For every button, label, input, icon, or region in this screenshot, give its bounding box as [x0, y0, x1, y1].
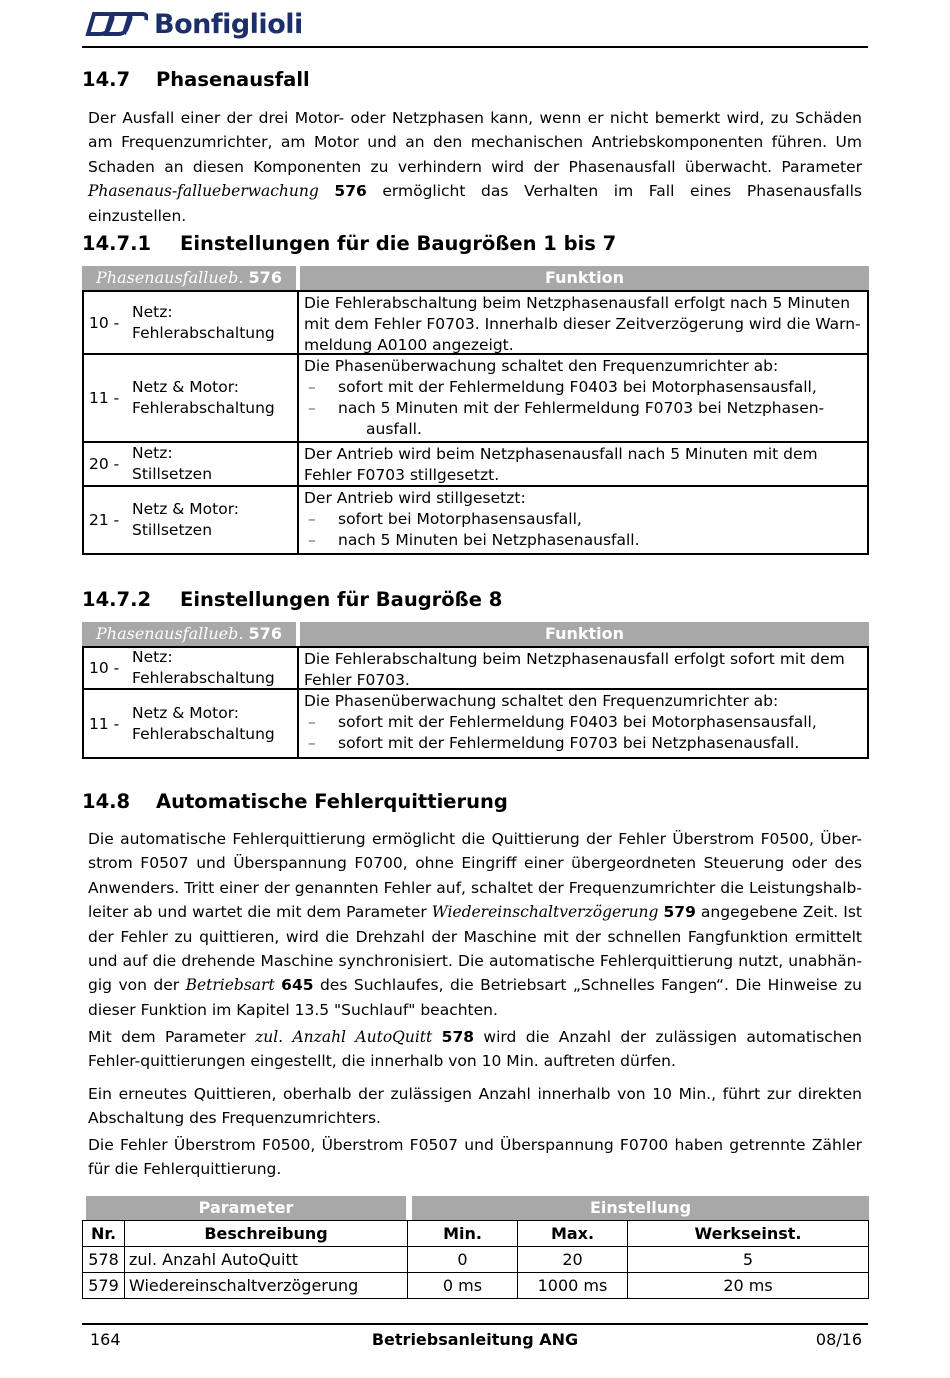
page-header	[82, 8, 868, 48]
row-text: Die Phasenüberwachung schaltet den Frequenzumrichter ab:	[304, 357, 779, 375]
group-setting: Einstellung	[412, 1196, 869, 1220]
param-name: Wiedereinschaltverzögerung	[431, 903, 659, 922]
page-footer	[82, 1323, 868, 1353]
row-value: 10 -	[89, 313, 120, 332]
text-run: Der Ausfall einer der drei Motor- oder Netzphasen kann, wenn er nicht bemerkt wird, zu Schäden am Frequenzumrichter, am Motor und an den mechanischen Antriebskomponenten führen. Um Schaden an diesen Komponenten zu verhindern wird der Phasenausfall überwacht. Parameter	[88, 109, 862, 176]
row-description	[299, 487, 867, 553]
table-phasenausfall-bg1-7	[82, 266, 869, 555]
column-header: Werkseinst.	[628, 1221, 869, 1247]
row-description: Die Fehlerabschaltung beim Netzphasenausfall erfolgt nach 5 Minuten mit dem Fehler F0703. Innerhalb dieser Zeitverzögerung wird die Warn-meldung A0100 angezeigt.	[304, 294, 861, 354]
paragraph-fehlerquittierung-4: Die Fehler Überstrom F0500, Überstrom F0507 und Überspannung F0700 haben getrennte Zähler für die Fehlerquittierung.	[88, 1136, 862, 1179]
row-label: Fehlerabschaltung	[132, 724, 275, 743]
row-label: Fehlerabschaltung	[132, 323, 275, 342]
section-title: Einstellungen für Baugröße 8	[180, 588, 503, 611]
text-run: angegebene Zeit. Ist der Fehler zu quittieren, wird die Drehzahl der Maschine mit der schnellen Fangfunktion ermittelt und auf die drehende Maschine synchronisiert. Die automatische Fehlerquittierung nutzt, unabhän-gig von der	[88, 903, 862, 995]
header-param	[82, 622, 296, 646]
bullet-item: – sofort mit der Fehlermeldung F0703 bei Netzphasenausfall.	[304, 733, 863, 754]
cell-max: 20	[518, 1247, 628, 1273]
row-description: Der Antrieb wird beim Netzphasenausfall nach 5 Minuten mit dem Fehler F0703 stillgesetzt.	[304, 445, 818, 484]
cell-description: zul. Anzahl AutoQuitt	[125, 1247, 408, 1273]
param-name: Betriebsart	[185, 976, 275, 995]
table-header	[82, 266, 869, 290]
header-param-number: 576	[248, 268, 282, 287]
row-label: Stillsetzen	[132, 465, 213, 483]
row-text: Der Antrieb wird stillgesetzt:	[304, 489, 526, 507]
document-date: 08/16	[815, 1330, 862, 1349]
row-description: Die Fehlerabschaltung beim Netzphasenausfall erfolgt sofort mit dem Fehler F0703.	[304, 650, 845, 689]
cell-nr: 578	[83, 1247, 125, 1273]
table-row	[82, 443, 869, 487]
row-description	[299, 690, 867, 757]
text-run: ermöglicht das Verhalten im Fall eines Phasenausfalls einzustellen.	[88, 182, 862, 225]
param-number: 645	[281, 976, 314, 995]
cell-min: 0 ms	[408, 1273, 518, 1299]
table-row	[83, 1273, 869, 1299]
row-value: 21 -	[89, 511, 120, 529]
table-header-row	[83, 1221, 869, 1247]
text-run: Mit dem Parameter	[88, 1028, 256, 1046]
cell-default: 5	[628, 1247, 869, 1273]
document-title: Betriebsanleitung ANG	[371, 1330, 579, 1349]
row-value: 10 -	[89, 659, 120, 677]
section-number: 14.7	[82, 68, 131, 91]
page-number: 164	[90, 1330, 121, 1349]
param-number: 579	[663, 903, 696, 922]
row-label: Stillsetzen	[132, 521, 213, 539]
paragraph-fehlerquittierung-2	[88, 1025, 862, 1074]
row-label: Netz & Motor:	[132, 378, 240, 396]
group-parameter: Parameter	[86, 1196, 406, 1220]
table-header	[82, 622, 869, 646]
bullet-item: – nach 5 Minuten mit der Fehlermeldung F0703 bei Netzphasen-	[304, 398, 863, 419]
header-function: Funktion	[300, 266, 869, 290]
param-name: Phasenaus-fallueberwachung	[88, 182, 319, 201]
cell-nr: 579	[83, 1273, 125, 1299]
row-label: Netz & Motor:	[132, 500, 240, 518]
bullet-item: – nach 5 Minuten bei Netzphasenausfall.	[304, 530, 863, 551]
paragraph-fehlerquittierung-3: Ein erneutes Quittieren, oberhalb der zulässigen Anzahl innerhalb von 10 Min., führt zur direkten Abschaltung des Frequenzumrichters.	[88, 1085, 862, 1128]
column-header: Nr.	[83, 1221, 125, 1247]
param-number: 576	[334, 182, 367, 201]
paragraph-phasenausfall	[88, 106, 862, 228]
row-label: Fehlerabschaltung	[132, 399, 275, 417]
table-row	[82, 290, 869, 355]
header-param-name: Phasenausfallueb.	[96, 624, 244, 643]
column-header: Beschreibung	[125, 1221, 408, 1247]
cell-description: Wiedereinschaltverzögerung	[125, 1273, 408, 1299]
row-label: Netz & Motor:	[132, 703, 240, 722]
section-number: 14.8	[82, 790, 131, 813]
section-heading-14-7-2	[82, 588, 502, 611]
row-label: Netz:	[132, 302, 173, 321]
text-run: Die automatische Fehlerquittierung ermöglicht die Quittierung der Fehler Überstrom F0500, Über-strom F0507 und Überspannung F0700, ohne Eingriff einer übergeordneten Steuerung oder des Anwenders. Tritt einer der genannten Fehler auf, schaltet der Frequenzumrichter die Leistungshalb-leiter ab und wartet die mit dem Parameter	[88, 830, 862, 922]
section-heading-14-7-1	[82, 232, 616, 255]
header-param	[82, 266, 296, 290]
brand-logo	[82, 8, 303, 40]
section-heading-14-8	[82, 790, 508, 813]
row-description	[299, 355, 867, 441]
table-row	[82, 690, 869, 759]
section-number: 14.7.1	[82, 232, 152, 255]
header-param-name: Phasenausfallueb.	[96, 268, 244, 287]
row-label: Netz:	[132, 444, 173, 462]
table-row	[82, 355, 869, 443]
bullet-item: – sofort bei Motorphasensausfall,	[304, 509, 863, 530]
header-param-number: 576	[248, 624, 282, 643]
paragraph-fehlerquittierung-1	[88, 827, 862, 1022]
parameter-grid	[82, 1220, 869, 1299]
param-name: zul. Anzahl AutoQuitt	[255, 1028, 433, 1046]
section-title: Automatische Fehlerquittierung	[156, 790, 508, 813]
section-title: Einstellungen für die Baugrößen 1 bis 7	[180, 232, 617, 255]
row-value: 11 -	[89, 714, 120, 733]
cell-max: 1000 ms	[518, 1273, 628, 1299]
row-label: Fehlerabschaltung	[132, 669, 275, 687]
bonfiglioli-logo-icon	[82, 8, 148, 40]
bullet-item: – sofort mit der Fehlermeldung F0403 bei Motorphasensausfall,	[304, 712, 863, 733]
header-function: Funktion	[300, 622, 869, 646]
table-row	[82, 487, 869, 555]
row-value: 11 -	[89, 389, 120, 407]
text-run: wird die Anzahl der zulässigen automatischen Fehler-quittierungen eingestellt, die innerhalb von 10 Min. auftreten dürfen.	[88, 1028, 862, 1071]
section-number: 14.7.2	[82, 588, 152, 611]
section-title: Phasenausfall	[156, 68, 310, 91]
bullet-item: – sofort mit der Fehlermeldung F0403 bei Motorphasensausfall,	[304, 377, 863, 398]
table-row	[82, 646, 869, 690]
brand-name: Bonfiglioli	[154, 8, 303, 40]
parameter-table-group-header	[82, 1196, 869, 1220]
row-text: Die Phasenüberwachung schaltet den Frequenzumrichter ab:	[304, 692, 779, 710]
row-label: Netz:	[132, 648, 173, 666]
section-heading-14-7	[82, 68, 310, 91]
cell-min: 0	[408, 1247, 518, 1273]
param-number: 578	[441, 1028, 475, 1046]
table-row	[83, 1247, 869, 1273]
bullet-continuation: ausfall.	[366, 420, 422, 438]
column-header: Min.	[408, 1221, 518, 1247]
table-phasenausfall-bg8	[82, 622, 869, 759]
row-value: 20 -	[89, 455, 120, 473]
parameter-table	[82, 1196, 869, 1299]
column-header: Max.	[518, 1221, 628, 1247]
cell-default: 20 ms	[628, 1273, 869, 1299]
text-run: des Suchlaufes, die Betriebsart „Schnelles Fangen“. Die Hinweise zu dieser Funktion im Kapitel 13.5 "Suchlauf" beachten.	[88, 976, 863, 1019]
